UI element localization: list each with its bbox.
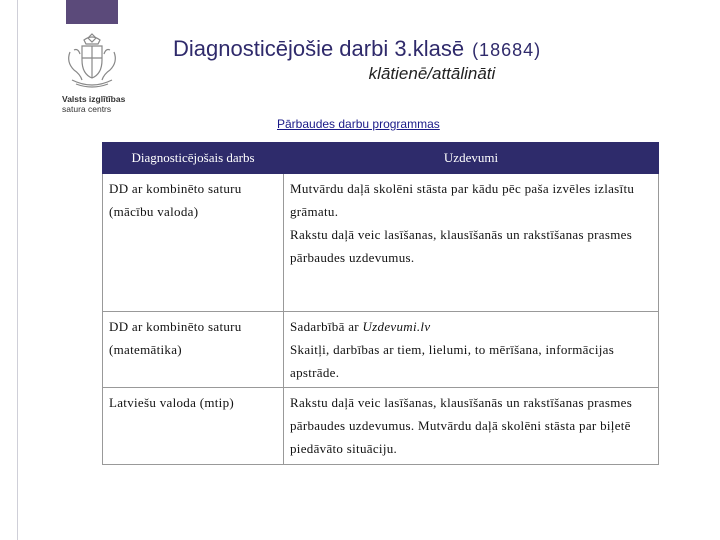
task-text: Rakstu daļā veic lasīšanas, klausīšanās un rakstīšanas prasmes pārbaudes uzdevumus. <box>290 227 633 265</box>
logo-line-1: Valsts izglītības <box>62 94 126 104</box>
task-text: Skaitļi, darbības ar tiem, lielumi, to mērīšana, informācijas apstrāde. <box>290 342 615 380</box>
work-cell: DD ar kombinēto saturu (matemātika) <box>103 312 284 388</box>
column-header-tasks: Uzdevumi <box>284 143 659 174</box>
page-title <box>173 36 541 62</box>
work-cell: Latviešu valoda (mtip) <box>103 388 284 465</box>
task-text: Mutvārdu daļā skolēni stāsta par kādu pēc paša izvēles izlasītu grāmatu. <box>290 181 635 219</box>
partner-name: Uzdevumi.lv <box>362 319 431 334</box>
page-subtitle: klātienē/attālināti <box>368 64 496 83</box>
logo-line-2: satura centrs <box>62 104 112 114</box>
title-text: Diagnosticējošie darbi 3.klasē <box>173 36 465 61</box>
tasks-cell <box>284 174 659 312</box>
tasks-cell <box>284 312 659 388</box>
task-text-cooperation <box>290 315 652 338</box>
column-header-work: Diagnosticējošais darbs <box>103 143 284 174</box>
table-row <box>103 388 659 465</box>
programs-link[interactable]: Pārbaudes darbu programmas <box>277 117 440 131</box>
table-row <box>103 312 659 388</box>
work-cell: DD ar kombinēto saturu (mācību valoda) <box>103 174 284 312</box>
table-header-row <box>103 143 659 174</box>
table-row <box>103 174 659 312</box>
programs-table <box>102 142 659 465</box>
task-prefix: Sadarbībā ar <box>290 319 363 334</box>
tasks-cell <box>284 388 659 465</box>
task-text: Rakstu daļā veic lasīšanas, klausīšanās un rakstīšanas prasmes pārbaudes uzdevumus. Mutvārdu daļā skolēni stāsta par biļetē piedāvāto situāciju. <box>290 395 633 456</box>
title-code: (18684) <box>472 40 542 60</box>
corner-decoration <box>66 0 118 24</box>
